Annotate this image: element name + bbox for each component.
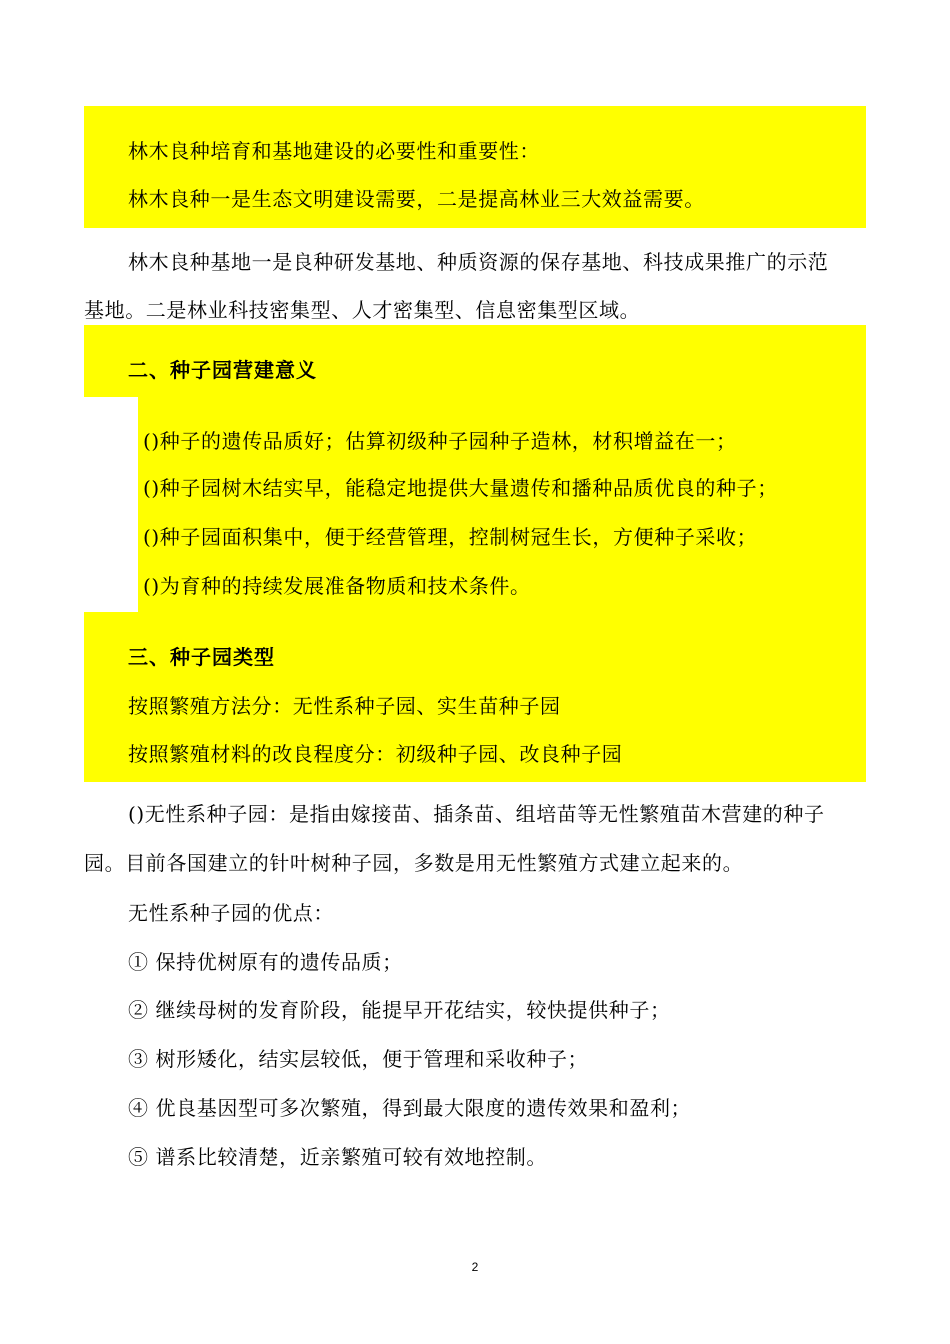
section3-line2: 按照繁殖材料的改良程度分：初级种子园、改良种子园	[128, 742, 623, 766]
paragraph1-line2: 基地。二是林业科技密集型、人才密集型、信息密集型区域。	[84, 298, 641, 322]
section2-item-4: ()为育种的持续发展准备物质和技术条件。	[143, 574, 531, 598]
section2-heading: 二、种子园营建意义	[128, 358, 317, 382]
section3-line1: 按照繁殖方法分：无性系种子园、实生苗种子园	[128, 694, 561, 718]
advantage-item-3: ③ 树形矮化，结实层较低，便于管理和采收种子；	[128, 1047, 589, 1071]
section2-item-2: ()种子园树木结实早，能稳定地提供大量遗传和播种品质优良的种子；	[143, 476, 778, 500]
section1-line2: 林木良种一是生态文明建设需要，二是提高林业三大效益需要。	[128, 187, 705, 211]
section2-item-3: ()种子园面积集中，便于经营管理，控制树冠生长，方便种子采收；	[143, 525, 758, 549]
advantage-item-1: ① 保持优树原有的遗传品质；	[128, 950, 403, 974]
advantage-item-4: ④ 优良基因型可多次繁殖，得到最大限度的遗传效果和盈利；	[128, 1096, 692, 1120]
paragraph2-line2: 园。目前各国建立的针叶树种子园，多数是用无性繁殖方式建立起来的。	[84, 851, 744, 875]
advantage-item-2: ② 继续母树的发育阶段，能提早开花结实，较快提供种子；	[128, 998, 671, 1022]
advantage-item-5: ⑤ 谱系比较清楚，近亲繁殖可较有效地控制。	[128, 1145, 547, 1169]
advantages-title: 无性系种子园的优点：	[128, 901, 334, 925]
paragraph1-line1: 林木良种基地一是良种研发基地、种质资源的保存基地、科技成果推广的示范	[128, 250, 829, 274]
section2-item-1: ()种子的遗传品质好；估算初级种子园种子造林，材积增益在一；	[143, 429, 737, 453]
page-number: 2	[471, 1260, 479, 1274]
section1-line1: 林木良种培育和基地建设的必要性和重要性：	[128, 139, 540, 163]
paragraph2-line1: ()无性系种子园：是指由嫁接苗、插条苗、组培苗等无性繁殖苗木营建的种子	[128, 802, 825, 826]
section3-heading: 三、种子园类型	[128, 645, 275, 669]
